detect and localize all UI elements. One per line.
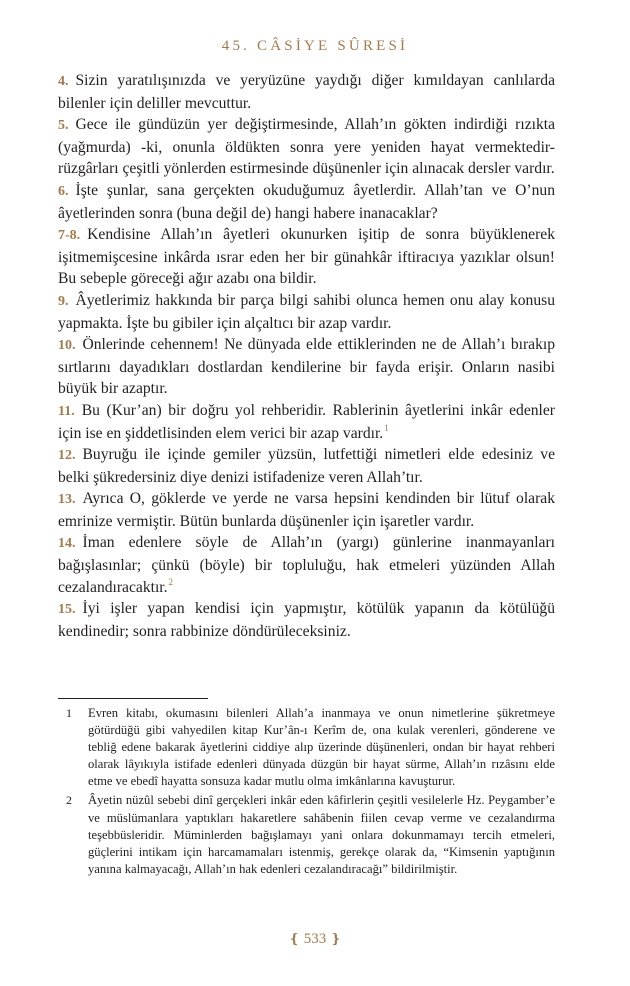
verse-number: 6. [58,183,69,199]
verse-text: İyi işler yapan kendisi için yapmıştır, kötülük yapanın da kötülüğü kendinedir; sonra rabbinize döndürüleceksiniz. [58,600,555,640]
verse-text: Sizin yaratılışınızda ve yeryüzüne yaydığı diğer kımıldayan canlılarda bilenler için deliller mevcuttur. [58,72,555,112]
verse [58,444,555,488]
verse [58,488,555,532]
verse-text: Ayrıca O, göklerde ve yerde ne varsa hepsini kendinden bir lütuf olarak emrinize vermiştir. Bütün bunlarda düşünenler için işaretler vardır. [58,490,555,530]
verse-text: Kendisine Allah’ın âyetleri okunurken işitip de sonra büyüklenerek işitmemişcesine inkârda ısrar eden her bir günahkâr iftiracıya yazıklar olsun! Bu sebeple göreceği ağır azabı ona bildir. [58,226,555,288]
verse-number: 14. [58,536,76,552]
footnote-text: Âyetin nüzûl sebebi dinî gerçekleri inkâr eden kâfirlerin çeşitli vesilelerle Hz. Peygamber’e ve müslümanlara yaptıkları hakaretlere sahâbenin fiilen cevap verme ve cezalandırma teşebbüsleridir. Müminlerden bağışlamayı yani onlara dokunmamayı tercih etmeleri, güçlerini intikam için harcamamaları istenmiş, gerekçe olarak da, “Kimsenin yaptığının yanına kalmayacağı, Allah’ın hak edenleri cezalandıracağı” bildirilmiştir. [88,793,555,876]
verse-number: 4. [58,74,69,89]
footnote-number: 1 [66,706,72,720]
verse-number: 11. [58,403,75,419]
footnote-separator [58,698,208,699]
verse-text: Önlerinde cehennem! Ne dünyada elde ettiklerinden ne de Allah’ı bırakıp sırtlarını dayadıkları dostlardan kendilerine bir fayda erişir. Onların nasibi büyük bir azaptır. [58,336,555,398]
verse [58,114,555,180]
footnote-text: Evren kitabı, okumasını bilenleri Allah’a inanmaya ve onun nimetlerine şükretmeye götürdüğü gibi vahyedilen kitap Kur’ân-ı Kerîm de, ona kulak verenleri, gönderene ve tebliğ edene bakarak âyetlerini ciddiye alıp üzerinde düşünenleri, ondan bir hayat rehberi olarak lâyıkıyla istifade edenleri dünyada düzgün bir hayat sürme, Allah’ın rızâsını elde etme ve ebedî hayatta sonsuza kadar mutlu olma imkânlarına kavuşturur. [88,706,555,789]
verse-text: Âyetlerimiz hakkında bir parça bilgi sahibi olunca hemen onu alay konusu yapmakta. İşte bu gibiler için alçaltıcı bir azap vardır. [58,291,555,332]
verse-text: Gece ile gündüzün yer değiştirmesinde, Allah’ın gökten indirdiği rızıkta (yağmurda) -ki, onunla öldükten sonra yere yeniden hayat vermektedir- rüzgârları çeşitli yönlerden estirmesinde düşünenler için alınacak dersler vardır. [58,116,555,178]
verse [58,224,555,290]
left-ornament-icon: ❴ [288,931,300,946]
page-number: 533 [303,931,327,947]
running-title: 45. CÂSİYE SÛRESİ [221,38,409,54]
verse [58,400,555,444]
verse-number: 9. [58,293,69,309]
verse [58,598,555,642]
verse [58,532,555,598]
verse-text: İşte şunlar, sana gerçekten okuduğumuz âyetlerdir. Allah’tan ve O’nun âyetlerinden sonra (buna değil de) hangi habere inanacaklar? [58,181,555,222]
verse-text: İman edenlere söyle de Allah’ın (yargı) günlerine inanmayanları bağışlasınlar; çünkü (böyle) bir topluluğu, hak etmeleri yüzünden Allah cezalandıracaktır. [58,534,555,596]
footnote-number: 2 [66,793,72,808]
verse [58,180,555,224]
footnote [58,792,555,877]
footnote-reference[interactable]: 1 [384,423,389,434]
verse-list [58,70,555,642]
verse [58,70,555,114]
verse-number: 13. [58,492,76,508]
footnote-list [58,705,555,880]
right-ornament-icon: ❵ [330,931,342,946]
footnote-reference[interactable]: 2 [168,577,174,588]
verse [58,290,555,334]
verse [58,334,555,400]
verse-number: 10. [58,338,76,354]
footnote [58,705,555,790]
verse-number: 12. [58,448,76,464]
verse-number: 5. [58,118,69,134]
verse-number: 7-8. [58,228,81,244]
verse-text: Bu (Kur’an) bir doğru yol rehberidir. Rablerinin âyetlerini inkâr edenler için ise en şiddetlisinden elem verici bir azap vardır. [58,401,555,442]
verse-number: 15. [58,602,76,618]
verse-text: Buyruğu ile içinde gemiler yüzsün, lutfettiği nimetleri elde edesiniz ve belki şükredersiniz diye denizi istifadenize veren Allah’tır. [58,446,555,486]
page-number-footer [0,931,630,948]
